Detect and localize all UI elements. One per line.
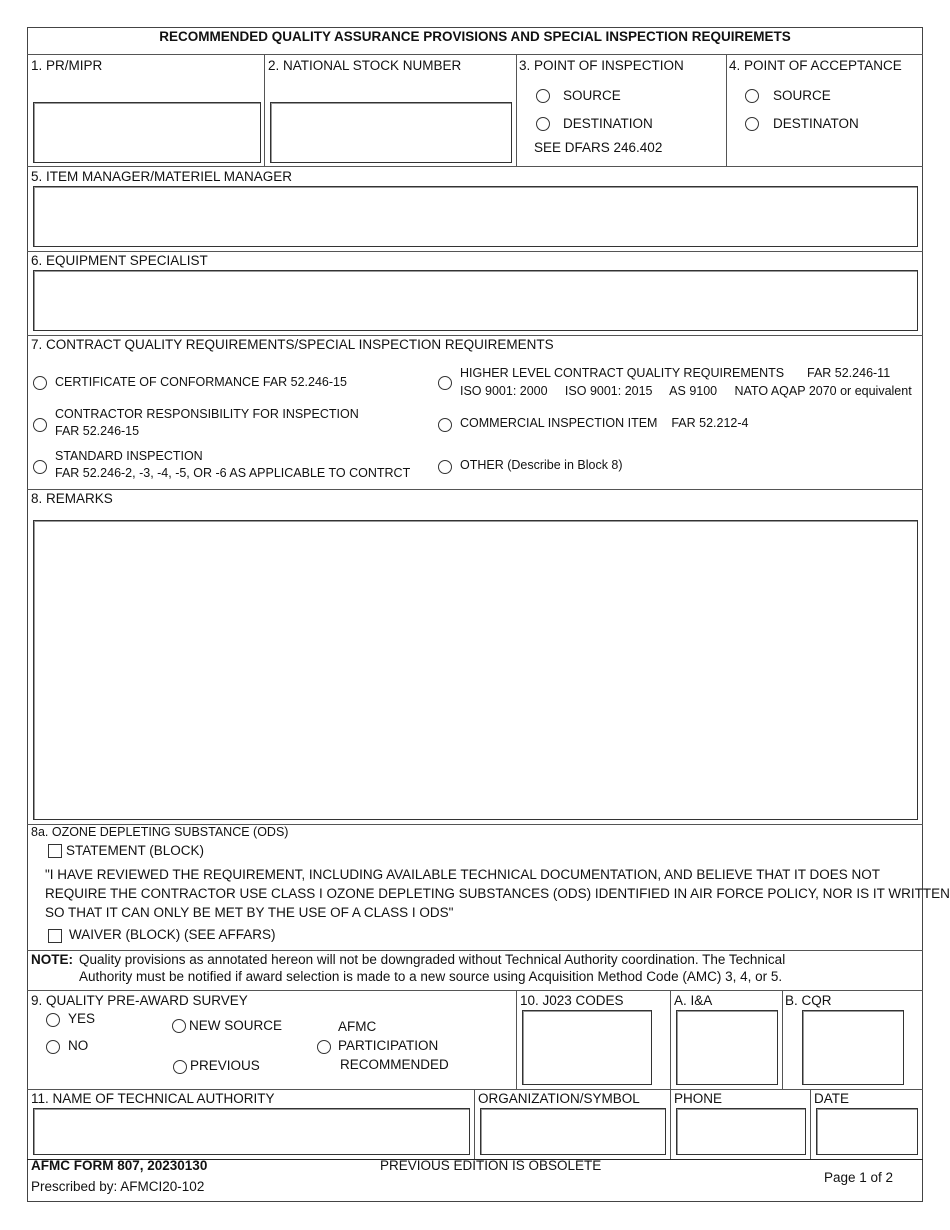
block5-label: 5. ITEM MANAGER/MATERIEL MANAGER: [31, 169, 293, 184]
new-source-label: NEW SOURCE: [189, 1018, 283, 1033]
block11-label: 11. NAME OF TECHNICAL AUTHORITY: [31, 1091, 275, 1106]
ods-quote-line2: REQUIRE THE CONTRACTOR USE CLASS I OZONE DEPLETING SUBSTANCES (ODS) IDENTIFIED IN AIR FORCE POLICY, NOR IS IT WRITTEN: [45, 886, 950, 901]
acceptance-source-radio[interactable]: [745, 89, 759, 103]
note-label: NOTE:: [31, 952, 73, 967]
ods-waiver-checkbox[interactable]: [48, 929, 62, 943]
other-label: OTHER (Describe in Block 8): [460, 458, 623, 472]
previous-radio[interactable]: [173, 1060, 187, 1074]
nsn-field[interactable]: [270, 102, 512, 163]
org-symbol-label: ORGANIZATION/SYMBOL: [478, 1091, 640, 1106]
block3-label: 3. POINT OF INSPECTION: [519, 58, 684, 73]
technical-authority-field[interactable]: [33, 1108, 470, 1155]
afmc-participation-label: PARTICIPATION: [338, 1038, 439, 1053]
survey-yes-label: YES: [68, 1011, 96, 1026]
inspection-destination-label: DESTINATION: [563, 116, 653, 131]
standard-inspection-label: STANDARD INSPECTION: [55, 449, 203, 463]
j023-codes-field[interactable]: [522, 1010, 652, 1085]
ods-quote-line3: SO THAT IT CAN ONLY BE MET BY THE USE OF A CLASS I ODS": [45, 905, 454, 920]
afmc-participation-radio[interactable]: [317, 1040, 331, 1054]
cqr-label: B. CQR: [785, 993, 832, 1008]
ods-statement-label: STATEMENT (BLOCK): [66, 843, 205, 858]
block2-label: 2. NATIONAL STOCK NUMBER: [268, 58, 462, 73]
note-line1: Quality provisions as annotated hereon will not be downgraded without Technical Authority coordination. The Technical: [79, 952, 786, 967]
higher-level-standards: ISO 9001: 2000 ISO 9001: 2015 AS 9100 NATO AQAP 2070 or equivalent: [460, 384, 912, 398]
afmc-recommended-label: RECOMMENDED: [340, 1057, 449, 1072]
acceptance-source-label: SOURCE: [773, 88, 831, 103]
note-line2: Authority must be notified if award selection is made to a new source using Acquisition Method Code (AMC) 3, 4, or 5.: [79, 969, 783, 984]
form-number: AFMC FORM 807, 20230130: [31, 1158, 208, 1173]
standard-inspection-far: FAR 52.246-2, -3, -4, -5, OR -6 AS APPLICABLE TO CONTRCT: [55, 466, 411, 480]
ods-statement-checkbox[interactable]: [48, 844, 62, 858]
acceptance-destination-label: DESTINATON: [773, 116, 859, 131]
survey-no-label: NO: [68, 1038, 89, 1053]
cqr-field[interactable]: [802, 1010, 904, 1085]
obsolete-notice: PREVIOUS EDITION IS OBSOLETE: [380, 1158, 602, 1173]
remarks-field[interactable]: [33, 520, 918, 820]
block10-label: 10. J023 CODES: [520, 993, 624, 1008]
commercial-inspection-radio[interactable]: [438, 418, 452, 432]
block9-label: 9. QUALITY PRE-AWARD SURVEY: [31, 993, 248, 1008]
higher-level-radio[interactable]: [438, 376, 452, 390]
phone-label: PHONE: [674, 1091, 723, 1106]
new-source-radio[interactable]: [172, 1019, 186, 1033]
inspection-destination-radio[interactable]: [536, 117, 550, 131]
higher-level-far: FAR 52.246-11: [807, 366, 891, 380]
dfars-note: SEE DFARS 246.402: [534, 140, 663, 155]
ods-quote-line1: "I HAVE REVIEWED THE REQUIREMENT, INCLUDING AVAILABLE TECHNICAL DOCUMENTATION, AND BELIEVE THAT IT DOES NOT: [45, 867, 880, 882]
survey-yes-radio[interactable]: [46, 1013, 60, 1027]
ods-waiver-label: WAIVER (BLOCK) (SEE AFFARS): [69, 927, 276, 942]
standard-inspection-radio[interactable]: [33, 460, 47, 474]
afmc-label: AFMC: [338, 1019, 377, 1034]
block4-label: 4. POINT OF ACCEPTANCE: [729, 58, 902, 73]
form-title: RECOMMENDED QUALITY ASSURANCE PROVISIONS AND SPECIAL INSPECTION REQUIREMETS: [159, 29, 791, 44]
acceptance-destination-radio[interactable]: [745, 117, 759, 131]
pr-mipr-field[interactable]: [33, 102, 261, 163]
survey-no-radio[interactable]: [46, 1040, 60, 1054]
prescribed-by: Prescribed by: AFMCI20-102: [31, 1179, 205, 1194]
previous-label: PREVIOUS: [190, 1058, 260, 1073]
block1-label: 1. PR/MIPR: [31, 58, 103, 73]
higher-level-label: HIGHER LEVEL CONTRACT QUALITY REQUIREMENTS: [460, 366, 785, 380]
contractor-responsibility-label: CONTRACTOR RESPONSIBILITY FOR INSPECTION: [55, 407, 359, 421]
item-manager-field[interactable]: [33, 186, 918, 247]
org-symbol-field[interactable]: [480, 1108, 666, 1155]
other-radio[interactable]: [438, 460, 452, 474]
inspection-source-label: SOURCE: [563, 88, 621, 103]
divider: [27, 54, 923, 55]
ia-field[interactable]: [676, 1010, 778, 1085]
coc-label: CERTIFICATE OF CONFORMANCE FAR 52.246-15: [55, 375, 347, 389]
block8-label: 8. REMARKS: [31, 491, 113, 506]
ia-label: A. I&A: [674, 993, 713, 1008]
coc-radio[interactable]: [33, 376, 47, 390]
page-number: Page 1 of 2: [824, 1170, 894, 1185]
date-field[interactable]: [816, 1108, 918, 1155]
phone-field[interactable]: [676, 1108, 806, 1155]
contractor-responsibility-far: FAR 52.246-15: [55, 424, 140, 438]
contractor-responsibility-radio[interactable]: [33, 418, 47, 432]
block8a-label: 8a. OZONE DEPLETING SUBSTANCE (ODS): [31, 825, 289, 839]
block7-label: 7. CONTRACT QUALITY REQUIREMENTS/SPECIAL INSPECTION REQUIREMENTS: [31, 337, 554, 352]
block6-label: 6. EQUIPMENT SPECIALIST: [31, 253, 208, 268]
inspection-source-radio[interactable]: [536, 89, 550, 103]
date-label: DATE: [814, 1091, 850, 1106]
commercial-inspection-label: COMMERCIAL INSPECTION ITEM FAR 52.212-4: [460, 416, 749, 430]
equipment-specialist-field[interactable]: [33, 270, 918, 331]
